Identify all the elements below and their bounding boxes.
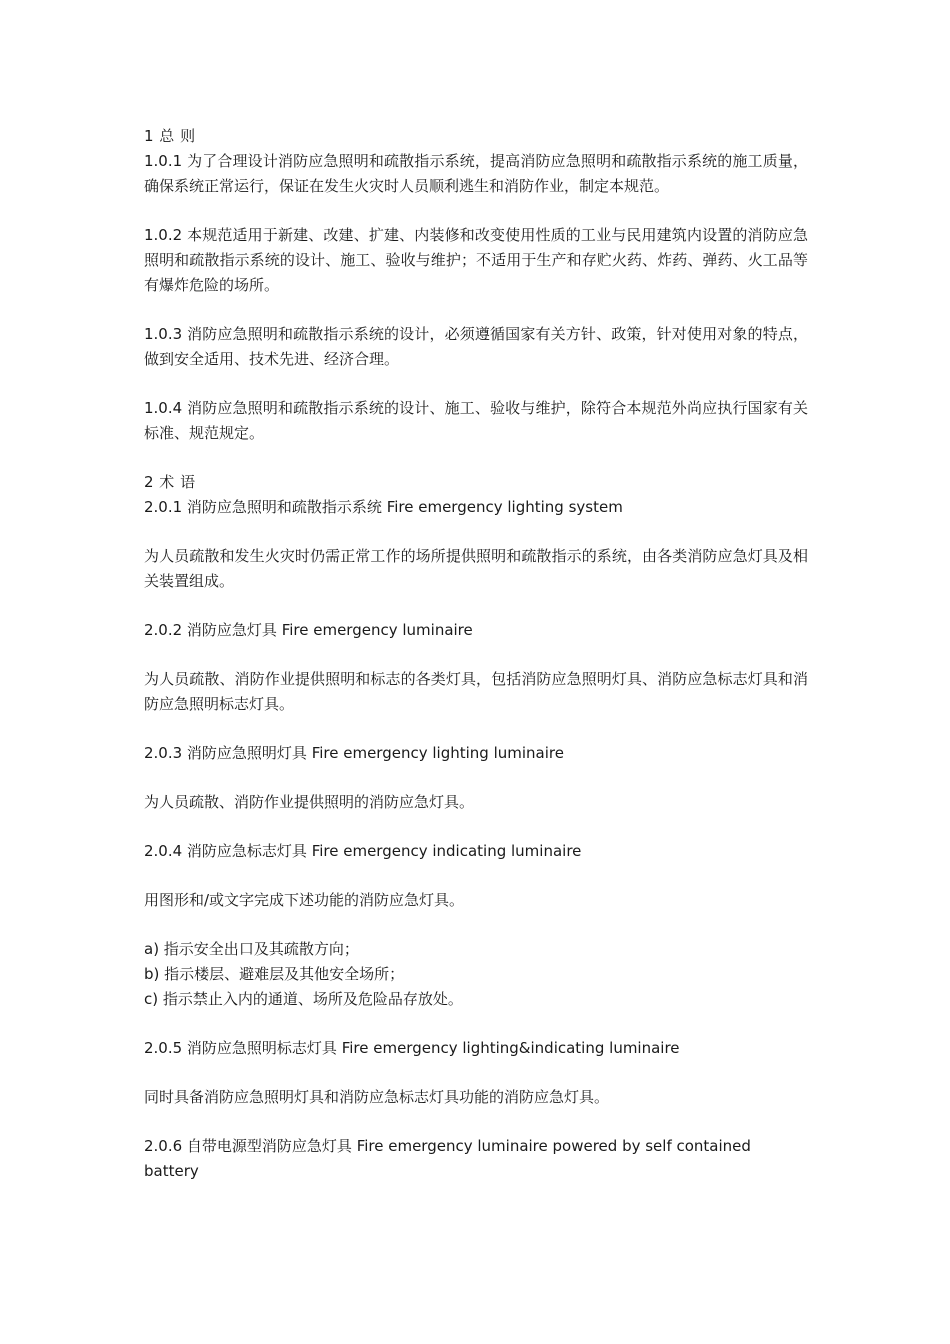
term-2-0-2-definition: 为人员疏散、消防作业提供照明和标志的各类灯具，包括消防应急照明灯具、消防应急标志灯具和消防应急照明标志灯具。 [144, 670, 808, 713]
list-item-a: a) 指示安全出口及其疏散方向； [144, 940, 359, 958]
term-2-0-5-definition: 同时具备消防应急照明灯具和消防应急标志灯具功能的消防应急灯具。 [144, 1088, 610, 1106]
section-2-heading: 2 术 语 [144, 473, 196, 491]
clause-1-0-4: 1.0.4 消防应急照明和疏散指示系统的设计、施工、验收与维护，除符合本规范外尚应执行国家有关标准、规范规定。 [144, 399, 808, 442]
clause-1-0-2: 1.0.2 本规范适用于新建、改建、扩建、内装修和改变使用性质的工业与民用建筑内设置的消防应急照明和疏散指示系统的设计、施工、验收与维护；不适用于生产和存贮火药、炸药、弹药、火工品等有爆炸危险的场所。 [144, 226, 808, 294]
term-2-0-1-definition: 为人员疏散和发生火灾时仍需正常工作的场所提供照明和疏散指示的系统，由各类消防应急灯具及相关装置组成。 [144, 547, 808, 590]
term-2-0-3-definition: 为人员疏散、消防作业提供照明的消防应急灯具。 [144, 793, 475, 811]
term-2-0-4-definition: 用图形和/或文字完成下述功能的消防应急灯具。 [144, 891, 465, 909]
list-item-b: b) 指示楼层、避难层及其他安全场所； [144, 965, 405, 983]
term-2-0-5-title: 2.0.5 消防应急照明标志灯具 Fire emergency lighting&indicating luminaire [144, 1039, 680, 1057]
clause-1-0-1: 1.0.1 为了合理设计消防应急照明和疏散指示系统，提高消防应急照明和疏散指示系统的施工质量，确保系统正常运行，保证在发生火灾时人员顺利逃生和消防作业，制定本规范。 [144, 152, 808, 195]
term-2-0-6-title: 2.0.6 自带电源型消防应急灯具 Fire emergency luminaire powered by self contained battery [144, 1137, 751, 1180]
clause-1-0-3: 1.0.3 消防应急照明和疏散指示系统的设计，必须遵循国家有关方针、政策，针对使用对象的特点，做到安全适用、技术先进、经济合理。 [144, 325, 808, 368]
list-item-c: c) 指示禁止入内的通道、场所及危险品存放处。 [144, 990, 463, 1008]
term-2-0-3-title: 2.0.3 消防应急照明灯具 Fire emergency lighting luminaire [144, 744, 564, 762]
term-2-0-1-title: 2.0.1 消防应急照明和疏散指示系统 Fire emergency lighting system [144, 498, 623, 516]
term-2-0-2-title: 2.0.2 消防应急灯具 Fire emergency luminaire [144, 621, 473, 639]
document-page [144, 124, 808, 1184]
term-2-0-4-title: 2.0.4 消防应急标志灯具 Fire emergency indicating luminaire [144, 842, 582, 860]
section-1-heading: 1 总 则 [144, 127, 196, 145]
